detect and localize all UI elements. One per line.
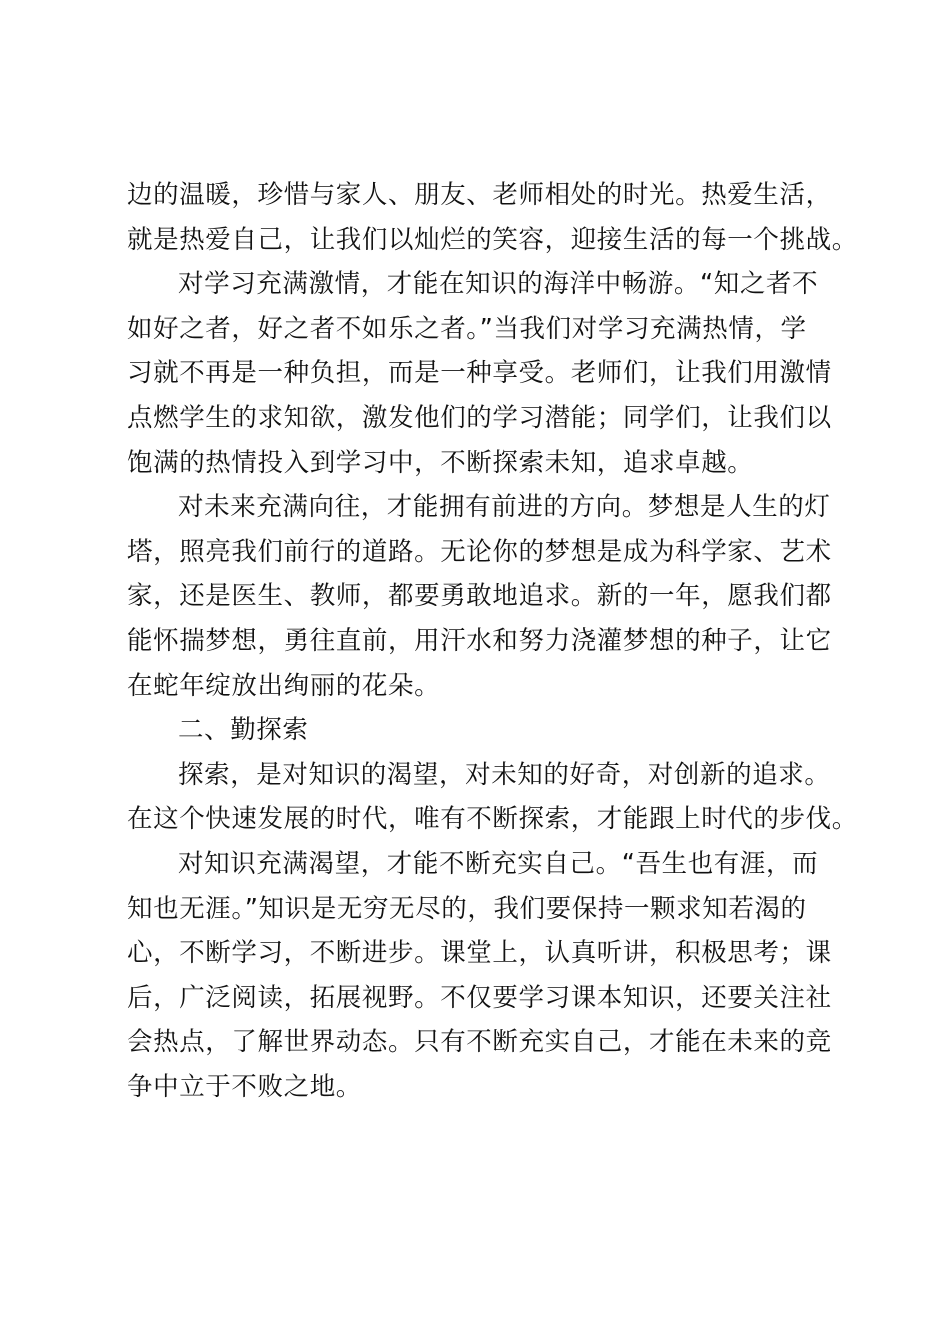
text-line: 争中立于不败之地。 xyxy=(127,1071,362,1102)
text-line: 家，还是医生、教师，都要勇敢地追求。新的一年，愿我们都 xyxy=(127,581,832,612)
section-heading: 二、勤探索 xyxy=(178,715,309,746)
text-line: 能怀揣梦想，勇往直前，用汗水和努力浇灌梦想的种子，让它 xyxy=(127,625,832,656)
text-line: 对未来充满向往，才能拥有前进的方向。梦想是人生的灯 xyxy=(178,492,831,523)
text-line: 习就不再是一种负担，而是一种享受。老师们，让我们用激情 xyxy=(127,358,832,389)
text-line: 塔，照亮我们前行的道路。无论你的梦想是成为科学家、艺术 xyxy=(127,536,832,567)
text-line: 后，广泛阅读，拓展视野。不仅要学习课本知识，还要关注社 xyxy=(127,982,832,1013)
text-line: 就是热爱自己，让我们以灿烂的笑容，迎接生活的每一个挑战。 xyxy=(127,224,858,255)
text-line: 对学习充满激情，才能在知识的海洋中畅游。“知之者不 xyxy=(178,269,819,300)
text-line: 对知识充满渴望，才能不断充实自己。“吾生也有涯，而 xyxy=(178,848,819,879)
text-line: 探索，是对知识的渴望，对未知的好奇，对创新的追求。 xyxy=(178,759,831,790)
text-line: 边的温暖，珍惜与家人、朋友、老师相处的时光。热爱生活， xyxy=(127,180,832,210)
text-line: 如好之者，好之者不如乐之者。”当我们对学习充满热情，学 xyxy=(127,313,807,344)
text-line: 知也无涯。”知识是无穷无尽的，我们要保持一颗求知若渴的 xyxy=(127,893,807,924)
text-line: 点燃学生的求知欲，激发他们的学习潜能；同学们，让我们以 xyxy=(127,402,832,433)
body-text xyxy=(127,173,858,1109)
text-line: 心，不断学习，不断进步。课堂上，认真听讲，积极思考；课 xyxy=(127,938,832,969)
text-line: 在蛇年绽放出绚丽的花朵。 xyxy=(127,670,441,701)
text-line: 会热点，了解世界动态。只有不断充实自己，才能在未来的竞 xyxy=(127,1027,832,1058)
text-line: 饱满的热情投入到学习中，不断探索未知，追求卓越。 xyxy=(127,447,754,478)
text-line: 在这个快速发展的时代，唯有不断探索，才能跟上时代的步伐。 xyxy=(127,804,858,835)
